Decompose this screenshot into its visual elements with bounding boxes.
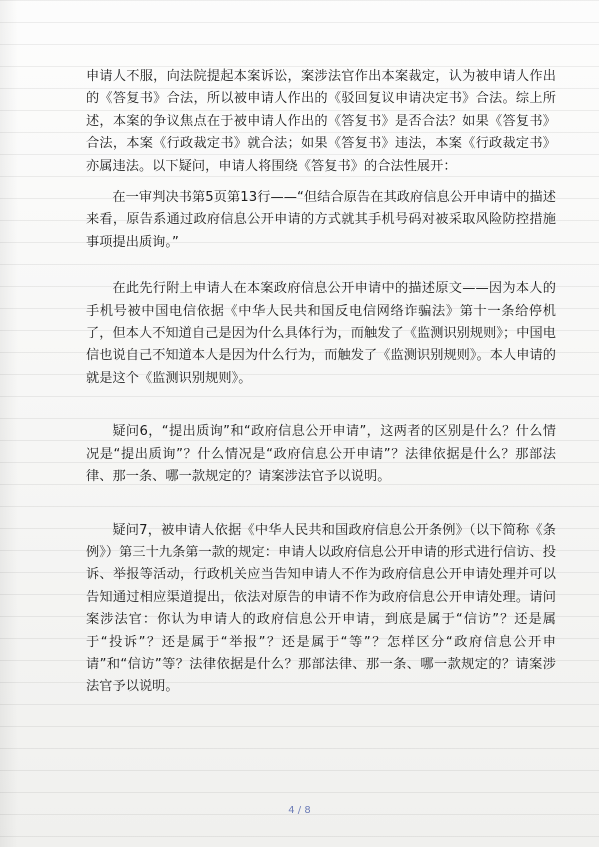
paragraph-gap bbox=[86, 254, 556, 278]
paragraph-judgment-quote: 在一审判决书第5页第13行——“但结合原告在其政府信息公开申请中的描述来看，原告系通过政府信息公开申请的方式就其手机号码对被采取风险防控措施事项提出质询。” bbox=[86, 190, 556, 250]
paragraph-question-6: 疑问6，“提出质询”和“政府信息公开申请”，这两者的区别是什么？什么情况是“提出质询”？什么情况是“政府信息公开申请”？法律依据是什么？那部法律、那一条、哪一款规定的？请案涉法官予以说明。 bbox=[86, 424, 556, 485]
page-number: 4 / 8 bbox=[288, 805, 311, 816]
paragraph-question-7: 疑问7，被申请人依据《中华人民共和国政府信息公开条例》（以下简称《条例》）第三十九条第一款的规定：申请人以政府信息公开申请的形式进行信访、投诉、举报等活动，行政机关应当告知申请人不作为政府信息公开申请处理并可以告知通过相应渠道提出，依法对原告的申请不作为政府信息公开申请处理。请问案涉法官：你认为申请人的政府信息公开申请，到底是属于“信访”？还是属于“投诉”？还是属于“举报”？还是属于“等”？怎样区分“政府信息公开申请”和“信访”等？法律依据是什么？那部法律、那一条、哪一款规定的？请案涉法官予以说明。 bbox=[86, 522, 556, 695]
paragraph-gap bbox=[86, 489, 556, 520]
paragraph-intro: 申请人不服，向法院提起本案诉讼，案涉法官作出本案裁定，认为被申请人作出的《答复书》合法，所以被申请人作出的《驳回复议申请决定书》合法。综上所述，本案的争议焦点在于被申请人作出的《答复书》是否合法？如果《答复书》合法，本案《行政裁定书》就合法；如果《答复书》违法，本案《行政裁定书》亦属违法。以下疑问，申请人将围绕《答复书》的合法性展开： bbox=[86, 69, 556, 174]
paragraph-gap bbox=[86, 178, 556, 187]
paragraph-application-description: 在此先行附上申请人在本案政府信息公开申请中的描述原文——因为本人的手机号被中国电信依据《中华人民共和国反电信网络诈骗法》第十一条给停机了，但本人不知道自己是因为什么具体行为，而触发了《监测识别规则》；中国电信也说自己不知道本人是因为什么行为，而触发了《监测识别规则》。本人申请的就是这个《监测识别规则》。 bbox=[86, 281, 556, 386]
paragraph-gap bbox=[86, 390, 556, 421]
document-content bbox=[86, 66, 556, 699]
